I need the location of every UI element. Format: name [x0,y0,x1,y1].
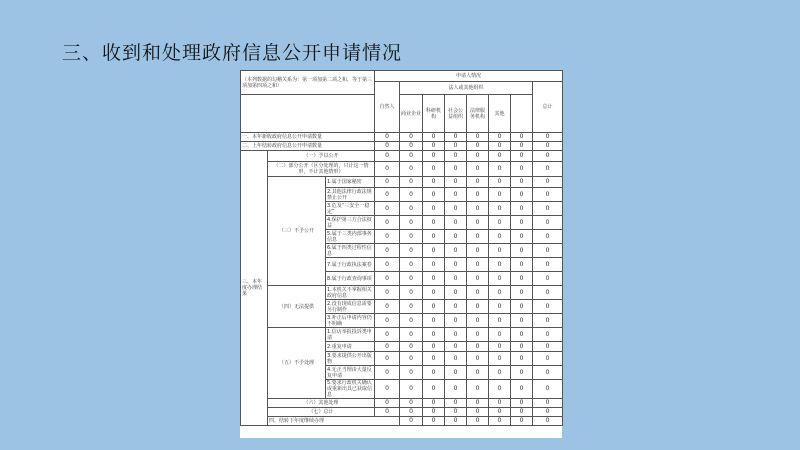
value-cell: 0 [445,352,467,366]
header-entity-2: 科研机构 [423,95,445,133]
value-cell: 0 [511,188,533,202]
value-cell: 0 [445,342,467,352]
value-cell: 0 [375,244,400,258]
value-cell: 0 [511,230,533,244]
value-cell: 0 [423,366,445,380]
value-cell: 0 [375,230,400,244]
value-cell: 0 [467,408,489,417]
value-cell: 0 [400,216,423,230]
not-disclosed-item: 5.属于三类内部事务信息 [326,230,375,244]
row-subtotal: （七）总计 [268,408,375,417]
value-cell: 0 [445,328,467,342]
value-cell: 0 [400,366,423,380]
not-disclosed-item: 4.保护第三方合法权益 [326,216,375,230]
value-cell: 0 [533,188,563,202]
value-cell: 0 [533,300,563,314]
value-cell: 0 [467,272,489,286]
value-cell: 0 [445,408,467,417]
value-cell: 0 [423,408,445,417]
value-cell: 0 [533,380,563,399]
value-cell: 0 [489,352,511,366]
value-cell: 0 [400,286,423,300]
value-cell: 0 [375,300,400,314]
value-cell: 0 [375,177,400,188]
value-cell: 0 [445,258,467,272]
header-total: 总计 [533,82,563,133]
value-cell: 0 [400,352,423,366]
value-cell: 0 [375,162,400,177]
value-cell: 0 [375,328,400,342]
value-cell: 0 [400,417,423,426]
value-cell: 0 [511,202,533,216]
value-cell: 0 [489,133,511,142]
value-cell: 0 [467,188,489,202]
value-cell: 0 [511,328,533,342]
value-cell: 0 [400,151,423,162]
header-entity-empty [511,95,533,133]
value-cell: 0 [467,417,489,426]
value-cell: 0 [445,216,467,230]
value-cell: 0 [423,202,445,216]
value-cell: 0 [533,342,563,352]
value-cell: 0 [400,342,423,352]
value-cell: 0 [375,151,400,162]
group-not-disclosed: （三）不予公开 [268,177,326,286]
value-cell: 0 [400,272,423,286]
value-cell: 0 [423,133,445,142]
value-cell: 0 [467,380,489,399]
value-cell: 0 [489,417,511,426]
value-cell: 0 [467,162,489,177]
value-cell: 0 [511,380,533,399]
not-disclosed-item: 7.属于行政执法案卷 [326,258,375,272]
value-cell: 0 [445,380,467,399]
value-cell: 0 [533,286,563,300]
value-cell: 0 [489,272,511,286]
value-cell: 0 [445,286,467,300]
header-blank [241,95,375,133]
value-cell: 0 [423,142,445,151]
value-cell: 0 [489,230,511,244]
value-cell: 0 [489,366,511,380]
value-cell: 0 [423,352,445,366]
value-cell: 0 [511,417,533,426]
value-cell: 0 [533,314,563,328]
value-cell: 0 [375,202,400,216]
value-cell: 0 [533,408,563,417]
value-cell: 0 [533,133,563,142]
value-cell: 0 [511,177,533,188]
value-cell: 0 [423,188,445,202]
value-cell: 0 [423,230,445,244]
value-cell: 0 [445,300,467,314]
value-cell: 0 [375,314,400,328]
header-natural-person: 自然人 [375,82,400,133]
value-cell: 0 [467,258,489,272]
value-cell: 0 [400,399,423,408]
value-cell: 0 [445,162,467,177]
not-processed-item: 3.要求提供公开出版物 [326,352,375,366]
slide-title: 三、收到和处理政府信息公开申请情况 [62,42,403,64]
value-cell: 0 [445,244,467,258]
value-cell: 0 [400,314,423,328]
value-cell: 0 [375,399,400,408]
value-cell: 0 [467,230,489,244]
value-cell: 0 [511,342,533,352]
value-cell: 0 [533,216,563,230]
value-cell: 0 [467,177,489,188]
value-cell: 0 [400,380,423,399]
value-cell: 0 [489,342,511,352]
value-cell: 0 [375,342,400,352]
value-cell: 0 [467,244,489,258]
value-cell: 0 [400,328,423,342]
value-cell: 0 [423,342,445,352]
value-cell: 0 [445,314,467,328]
header-applicant: 申请人情况 [375,71,563,82]
disclosure-table-image [240,70,562,438]
value-cell: 0 [533,162,563,177]
value-cell: 0 [467,352,489,366]
value-cell: 0 [467,366,489,380]
value-cell: 0 [533,230,563,244]
disclosure-table [240,70,563,426]
value-cell: 0 [533,151,563,162]
value-cell: 0 [489,380,511,399]
value-cell: 0 [467,328,489,342]
value-cell: 0 [489,177,511,188]
value-cell: 0 [511,151,533,162]
value-cell: 0 [467,314,489,328]
value-cell: 0 [423,244,445,258]
value-cell: 0 [489,216,511,230]
value-cell: 0 [489,258,511,272]
value-cell: 0 [375,142,400,151]
value-cell: 0 [423,216,445,230]
value-cell: 0 [445,188,467,202]
value-cell: 0 [489,202,511,216]
value-cell: 0 [375,216,400,230]
value-cell: 0 [423,380,445,399]
value-cell: 0 [375,258,400,272]
value-cell: 0 [511,314,533,328]
row-carry-forward: 四、结转下年度继续办理 [268,417,400,426]
value-cell: 0 [533,417,563,426]
value-cell: 0 [511,244,533,258]
value-cell: 0 [533,142,563,151]
value-cell: 0 [423,417,445,426]
value-cell: 0 [511,408,533,417]
cannot-provide-item: 2.没有现成信息需要另行制作 [326,300,375,314]
value-cell: 0 [533,177,563,188]
value-cell: 0 [467,286,489,300]
value-cell: 0 [467,133,489,142]
value-cell: 0 [400,258,423,272]
group-result: 三、本年度办理结果 [241,151,268,426]
value-cell: 0 [400,202,423,216]
not-processed-item: 1.信访举报投诉类申请 [326,328,375,342]
value-cell: 0 [423,272,445,286]
value-cell: 0 [375,286,400,300]
not-disclosed-item: 1.属于国家秘密 [326,177,375,188]
value-cell: 0 [400,408,423,417]
value-cell: 0 [511,366,533,380]
value-cell: 0 [511,216,533,230]
value-cell: 0 [489,300,511,314]
value-cell: 0 [375,133,400,142]
not-disclosed-item: 3.危及“三安全一稳定” [326,202,375,216]
value-cell: 0 [400,142,423,151]
not-processed-item: 5.要求行政机关确认或重新出具已获取信息 [326,380,375,399]
value-cell: 0 [533,244,563,258]
value-cell: 0 [423,162,445,177]
value-cell: 0 [467,399,489,408]
value-cell: 0 [445,399,467,408]
value-cell: 0 [489,188,511,202]
not-processed-item: 4.无正当理由大量反复申请 [326,366,375,380]
value-cell: 0 [445,366,467,380]
value-cell: 0 [445,272,467,286]
value-cell: 0 [423,177,445,188]
value-cell: 0 [423,258,445,272]
value-cell: 0 [511,142,533,151]
value-cell: 0 [423,300,445,314]
value-cell: 0 [489,151,511,162]
not-disclosed-item: 6.属于四类过程性信息 [326,244,375,258]
value-cell: 0 [375,380,400,399]
not-processed-item: 2.重复申请 [326,342,375,352]
cannot-provide-item: 3.补正后申请内容仍不明确 [326,314,375,328]
header-entity-3: 社会公益组织 [445,95,467,133]
value-cell: 0 [400,177,423,188]
value-cell: 0 [489,244,511,258]
value-cell: 0 [400,300,423,314]
value-cell: 0 [489,399,511,408]
value-cell: 0 [533,258,563,272]
value-cell: 0 [489,314,511,328]
value-cell: 0 [533,366,563,380]
value-cell: 0 [533,328,563,342]
value-cell: 0 [423,314,445,328]
group-cannot-provide: （四）无法提供 [268,286,326,328]
value-cell: 0 [445,133,467,142]
value-cell: 0 [467,202,489,216]
value-cell: 0 [533,202,563,216]
row-partial: （二）部分公开（区分处理的，只计这一情形，不计其他情形） [268,162,375,177]
value-cell: 0 [423,151,445,162]
value-cell: 0 [511,300,533,314]
value-cell: 0 [400,133,423,142]
value-cell: 0 [400,244,423,258]
corner-note: （本列数据的勾稽关系为：第一项加第二项之和，等于第三项加第四项之和） [241,71,375,95]
row-carry-over: 二、上年结转政府信息公开申请数量 [241,142,375,151]
value-cell: 0 [400,230,423,244]
value-cell: 0 [445,177,467,188]
value-cell: 0 [467,142,489,151]
group-not-processed: （五）不予处理 [268,328,326,399]
value-cell: 0 [467,300,489,314]
row-other-handling: （六）其他处理 [268,399,375,408]
value-cell: 0 [489,328,511,342]
header-legal-entity: 法人或其他组织 [400,82,533,95]
row-new-requests: 一、本年新收政府信息公开申请数量 [241,133,375,142]
header-entity-5: 其他 [489,95,511,133]
value-cell: 0 [511,272,533,286]
value-cell: 0 [533,352,563,366]
value-cell: 0 [533,272,563,286]
value-cell: 0 [375,366,400,380]
value-cell: 0 [467,151,489,162]
value-cell: 0 [445,151,467,162]
value-cell: 0 [445,142,467,151]
value-cell: 0 [511,133,533,142]
value-cell: 0 [445,417,467,426]
value-cell: 0 [489,162,511,177]
value-cell: 0 [375,272,400,286]
value-cell: 0 [511,162,533,177]
value-cell: 0 [467,216,489,230]
header-entity-4: 法律服务机构 [467,95,489,133]
value-cell: 0 [423,286,445,300]
not-disclosed-item: 2.其他法律行政法规禁止公开 [326,188,375,202]
not-disclosed-item: 8.属于行政查询事项 [326,272,375,286]
value-cell: 0 [511,286,533,300]
value-cell: 0 [533,399,563,408]
value-cell: 0 [445,230,467,244]
value-cell: 0 [375,408,400,417]
header-entity-1: 商业企业 [400,95,423,133]
value-cell: 0 [511,258,533,272]
value-cell: 0 [400,188,423,202]
value-cell: 0 [423,399,445,408]
value-cell: 0 [489,286,511,300]
row-disclosed: （一）予以公开 [268,151,375,162]
value-cell: 0 [445,202,467,216]
value-cell: 0 [375,188,400,202]
value-cell: 0 [511,399,533,408]
value-cell: 0 [489,408,511,417]
value-cell: 0 [467,342,489,352]
value-cell: 0 [375,352,400,366]
value-cell: 0 [400,162,423,177]
cannot-provide-item: 1.本机关不掌握相关政府信息 [326,286,375,300]
value-cell: 0 [511,352,533,366]
value-cell: 0 [423,328,445,342]
value-cell: 0 [489,142,511,151]
